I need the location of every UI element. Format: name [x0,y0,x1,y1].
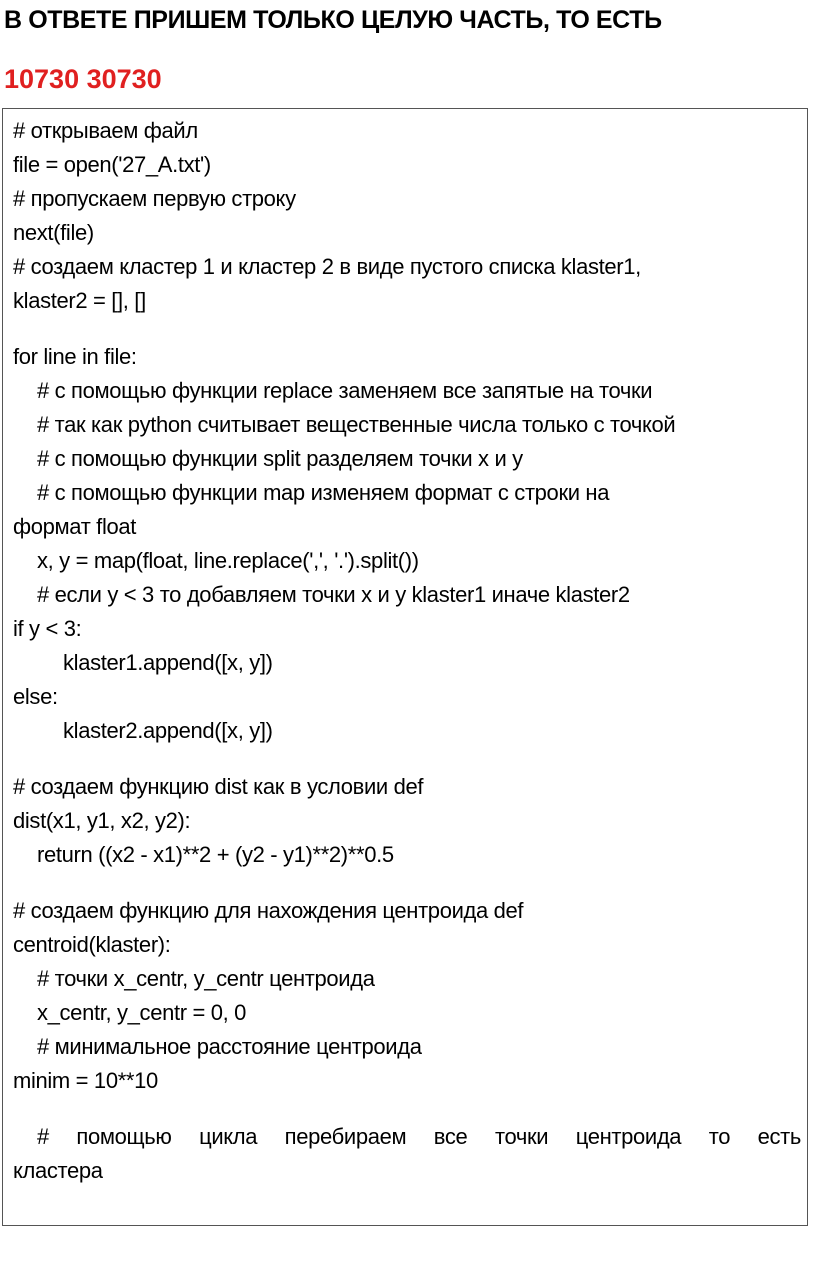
code-line: x_centr, y_centr = 0, 0 [37,1000,247,1025]
code-line: кластера [13,1158,103,1183]
code-line: # точки x_centr, y_centr центроида [37,966,375,991]
code-line: формат float [13,514,137,539]
page-heading: В ОТВЕТЕ ПРИШЕМ ТОЛЬКО ЦЕЛУЮ ЧАСТЬ, ТО ЕСТЬ [4,6,662,34]
code-line: next(file) [13,220,94,245]
code-line: file = open('27_A.txt') [13,152,211,177]
code-line: centroid(klaster): [13,932,171,957]
code-block [2,108,808,1226]
code-line: # создаем функцию dist как в условии def [13,774,424,799]
code-line: klaster2.append([x, y]) [63,718,273,743]
code-line: minim = 10**10 [13,1068,158,1093]
answer-values: 10730 30730 [4,64,162,94]
code-line: for line in file: [13,344,137,369]
code-line: dist(x1, y1, x2, y2): [13,808,191,833]
code-line: if y < 3: [13,616,82,641]
code-line: x, y = map(float, line.replace(',', '.').split()) [37,548,419,573]
code-line: klaster2 = [], [] [13,288,146,313]
code-line: # открываем файл [13,118,198,143]
code-line: # минимальное расстояние центроида [37,1034,422,1059]
code-line: # если y < 3 то добавляем точки x и y klaster1 иначе klaster2 [37,582,630,607]
code-line: # помощью цикла перебираем все точки центроида то есть [37,1124,801,1149]
code-line: # с помощью функции replace заменяем все запятые на точки [37,378,653,403]
code-line: # пропускаем первую строку [13,186,296,211]
code-line: # создаем функцию для нахождения центроида def [13,898,524,923]
code-line: # с помощью функции map изменяем формат с строки на [37,480,610,505]
code-line: klaster1.append([x, y]) [63,650,273,675]
code-line: # создаем кластер 1 и кластер 2 в виде пустого списка klaster1, [13,254,641,279]
code-line: return ((x2 - x1)**2 + (y2 - y1)**2)**0.5 [37,842,394,867]
code-line: # так как python считывает вещественные числа только с точкой [37,412,676,437]
code-line: # с помощью функции split разделяем точки x и y [37,446,523,471]
code-line: else: [13,684,58,709]
